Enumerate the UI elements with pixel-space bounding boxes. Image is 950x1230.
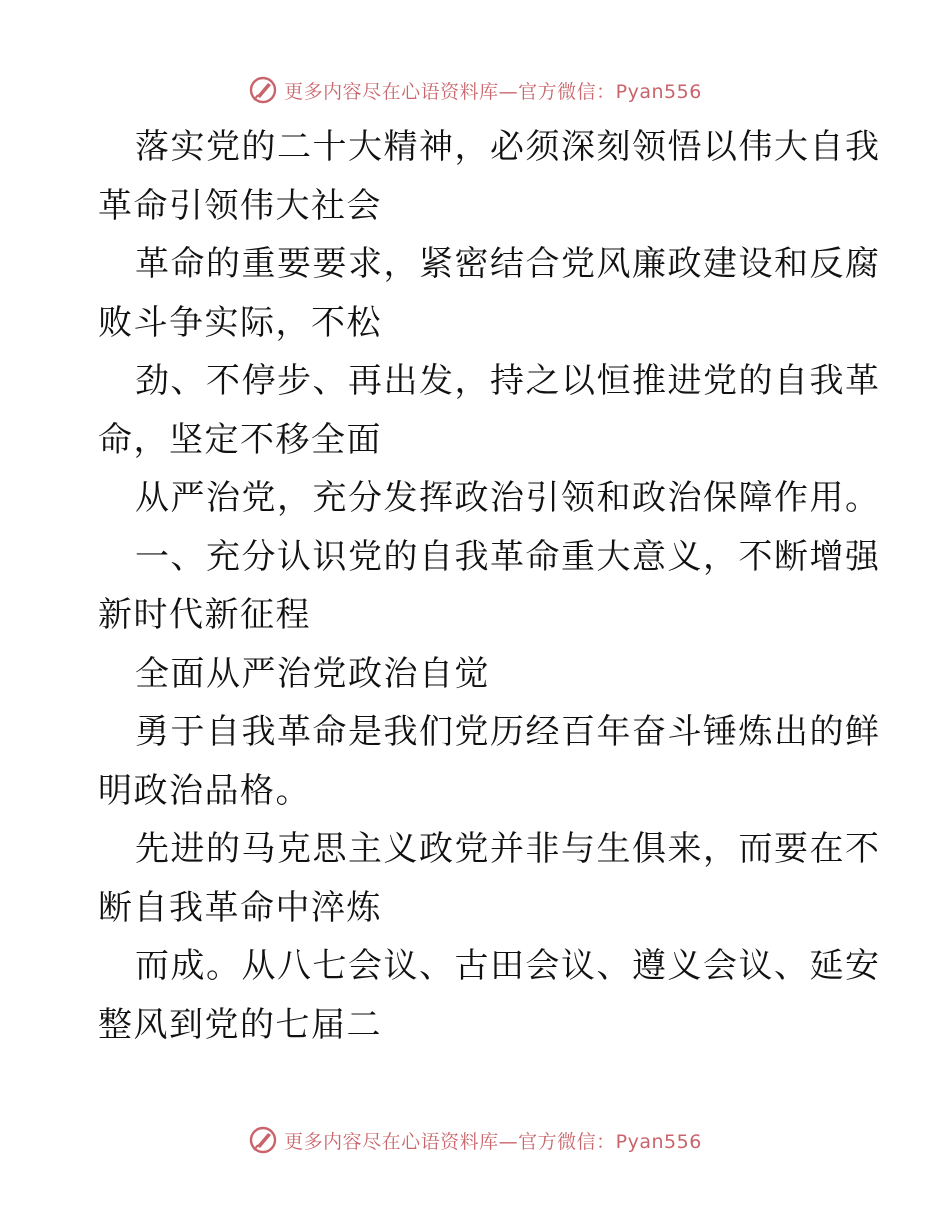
text-line: 落实党的二十大精神，必须深刻领悟以伟大自我 [135,127,881,167]
text-line: 断自我革命中淬炼 [98,887,382,928]
quill-logo-icon [248,1125,278,1155]
text-line: 败斗争实际，不松 [98,302,382,343]
watermark-text: 更多内容尽在心语资料库—官方微信：Pyan556 [284,80,702,103]
text-line: 而成。从八七会议、古田会议、遵义会议、延安 [135,946,881,986]
watermark-footer [0,1120,950,1160]
document-body [98,118,881,1054]
text-line: 全面从严治党政治自觉 [135,653,490,694]
text-line: 勇于自我革命是我们党历经百年奋斗锤炼出的鲜 [135,712,881,752]
text-line: 劲、不停步、再出发，持之以恒推进党的自我革 [135,361,881,401]
quill-logo-icon [248,75,278,105]
text-line: 先进的马克思主义政党并非与生俱来，而要在不 [135,829,881,869]
text-line: 命，坚定不移全面 [98,419,382,460]
text-line: 从严治党，充分发挥政治引领和政治保障作用。 [135,478,881,518]
text-line: 一、充分认识党的自我革命重大意义，不断增强 [135,536,881,577]
watermark-text: 更多内容尽在心语资料库—官方微信：Pyan556 [284,1130,702,1153]
text-line: 革命的重要要求，紧密结合党风廉政建设和反腐 [135,244,881,284]
text-line: 革命引领伟大社会 [98,185,382,226]
text-line: 明政治品格。 [98,770,311,811]
text-line: 整风到党的七届二 [98,1004,382,1045]
text-line: 新时代新征程 [98,595,311,635]
watermark-header [0,70,950,110]
